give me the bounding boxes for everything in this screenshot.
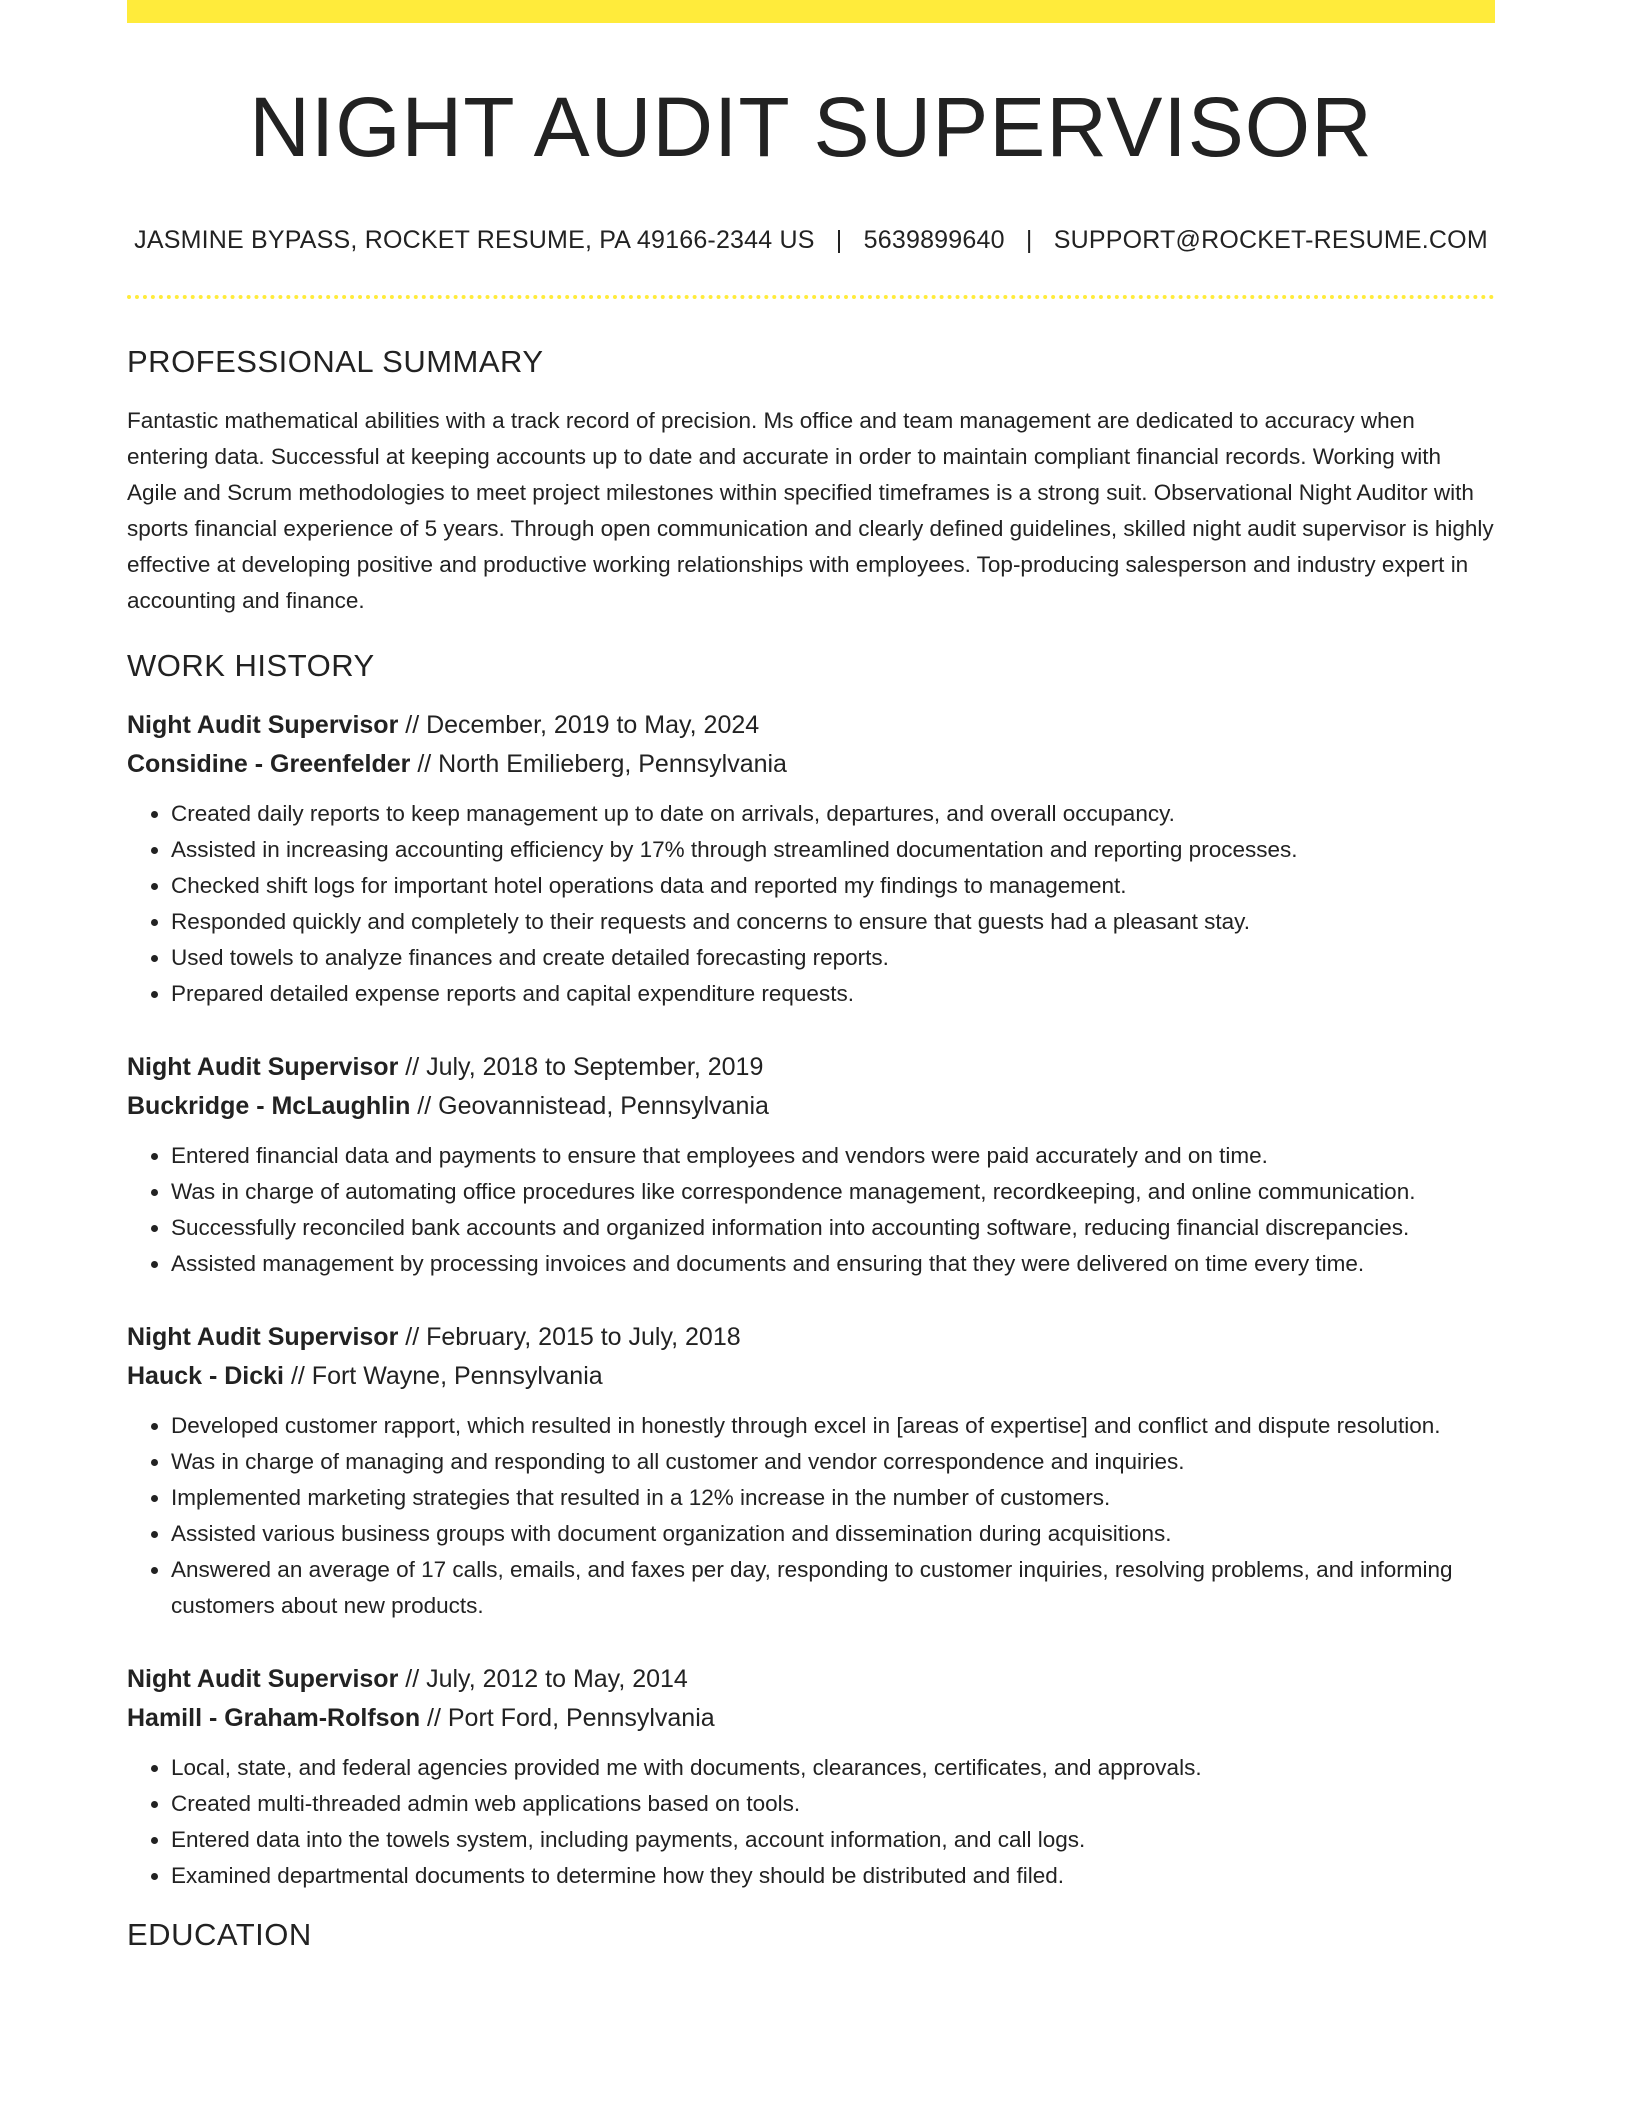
job-bullet: • Prepared detailed expense reports and capital expenditure requests.: [171, 976, 1495, 1012]
job-role: Night Audit Supervisor: [127, 1052, 399, 1081]
job-company: Hauck - Dicki: [127, 1361, 285, 1390]
job-bullet: • Local, state, and federal agencies provided me with documents, clearances, certificates, and approvals.: [171, 1750, 1495, 1786]
job-company-line: [127, 1357, 1495, 1396]
email-link[interactable]: SUPPORT@ROCKET-RESUME.COM: [1053, 226, 1488, 255]
resume-page: [127, 0, 1495, 1953]
job-bullet: • Checked shift logs for important hotel operations data and reported my findings to management.: [171, 868, 1495, 904]
job-bullet: • Developed customer rapport, which resulted in honestly through excel in [areas of expertise] and conflict and dispute resolution.: [171, 1408, 1495, 1444]
job-bullet: • Successfully reconciled bank accounts and organized information into accounting software, reducing financial discrepancies.: [171, 1210, 1495, 1246]
job-location: // Fort Wayne, Pennsylvania: [284, 1361, 603, 1390]
job-bullet: • Examined departmental documents to determine how they should be distributed and filed.: [171, 1858, 1495, 1894]
job-role: Night Audit Supervisor: [127, 1322, 399, 1351]
job-entry: [127, 1660, 1495, 1894]
job-bullet: • Responded quickly and completely to their requests and concerns to ensure that guests had a pleasant stay.: [171, 904, 1495, 940]
page-title: NIGHT AUDIT SUPERVISOR: [249, 80, 1373, 174]
job-location: // Port Ford, Pennsylvania: [420, 1703, 715, 1732]
summary-heading: PROFESSIONAL SUMMARY: [127, 344, 544, 380]
job-company: Buckridge - McLaughlin: [127, 1091, 411, 1120]
job-bullets: [127, 1750, 1495, 1894]
job-dates: // July, 2018 to September, 2019: [398, 1052, 764, 1081]
job-entry: [127, 1048, 1495, 1282]
job-bullet: • Created multi-threaded admin web applications based on tools.: [171, 1786, 1495, 1822]
address-text: JASMINE BYPASS, ROCKET RESUME, PA 49166-2344 US: [134, 226, 815, 255]
phone-text: 5639899640: [863, 226, 1005, 255]
job-bullets: [127, 796, 1495, 1012]
job-company-line: [127, 1087, 1495, 1126]
job-company: Considine - Greenfelder: [127, 749, 411, 778]
job-bullet: • Entered financial data and payments to ensure that employees and vendors were paid accurately and on time.: [171, 1138, 1495, 1174]
job-role-line: [127, 1318, 1495, 1357]
job-location: // North Emilieberg, Pennsylvania: [410, 749, 787, 778]
section-divider: [127, 295, 1495, 299]
job-bullets: [127, 1138, 1495, 1282]
contact-line: [127, 225, 1495, 255]
job-bullet: • Created daily reports to keep management up to date on arrivals, departures, and overall occupancy.: [171, 796, 1495, 832]
job-bullet: • Assisted various business groups with document organization and dissemination during acquisitions.: [171, 1516, 1495, 1552]
job-entry: [127, 1318, 1495, 1624]
job-dates: // December, 2019 to May, 2024: [398, 710, 760, 739]
summary-text: Fantastic mathematical abilities with a track record of precision. Ms office and team management are dedicated to accuracy when entering data. Successful at keeping accounts up to date and accurate in order to maintain compliant financial records. Working with Agile and Scrum methodologies to meet project milestones within specified timeframes is a strong suit. Observational Night Auditor with sports financial experience of 5 years. Through open communication and clearly defined guidelines, skilled night audit supervisor is highly effective at developing positive and productive working relationships with employees. Top-producing salesperson and industry expert in accounting and finance.: [127, 407, 1494, 613]
job-bullet: • Was in charge of managing and responding to all customer and vendor correspondence and inquiries.: [171, 1444, 1495, 1480]
job-company: Hamill - Graham-Rolfson: [127, 1703, 421, 1732]
job-bullet: • Assisted in increasing accounting efficiency by 17% through streamlined documentation and reporting processes.: [171, 832, 1495, 868]
job-bullet: • Used towels to analyze finances and create detailed forecasting reports.: [171, 940, 1495, 976]
job-dates: // July, 2012 to May, 2014: [398, 1664, 688, 1693]
job-company-line: [127, 1699, 1495, 1738]
job-company-line: [127, 745, 1495, 784]
job-role-line: [127, 1048, 1495, 1087]
contact-separator: |: [835, 226, 843, 255]
job-entry: [127, 706, 1495, 1012]
job-role-line: [127, 706, 1495, 745]
job-bullet: • Implemented marketing strategies that resulted in a 12% increase in the number of customers.: [171, 1480, 1495, 1516]
top-accent-bar: [127, 0, 1495, 23]
contact-separator: |: [1025, 226, 1033, 255]
job-role: Night Audit Supervisor: [127, 710, 399, 739]
job-dates: // February, 2015 to July, 2018: [398, 1322, 741, 1351]
work-history-heading: WORK HISTORY: [127, 647, 375, 683]
job-bullet: • Assisted management by processing invoices and documents and ensuring that they were delivered on time every time.: [171, 1246, 1495, 1282]
education-heading: EDUCATION: [127, 1916, 312, 1952]
job-role: Night Audit Supervisor: [127, 1664, 399, 1693]
job-bullet: • Was in charge of automating office procedures like correspondence management, recordkeeping, and online communication.: [171, 1174, 1495, 1210]
job-bullet: • Answered an average of 17 calls, emails, and faxes per day, responding to customer inquiries, resolving problems, and informing customers about new products.: [171, 1552, 1495, 1624]
job-bullets: [127, 1408, 1495, 1624]
job-location: // Geovannistead, Pennsylvania: [410, 1091, 769, 1120]
job-bullet: • Entered data into the towels system, including payments, account information, and call logs.: [171, 1822, 1495, 1858]
job-role-line: [127, 1660, 1495, 1699]
